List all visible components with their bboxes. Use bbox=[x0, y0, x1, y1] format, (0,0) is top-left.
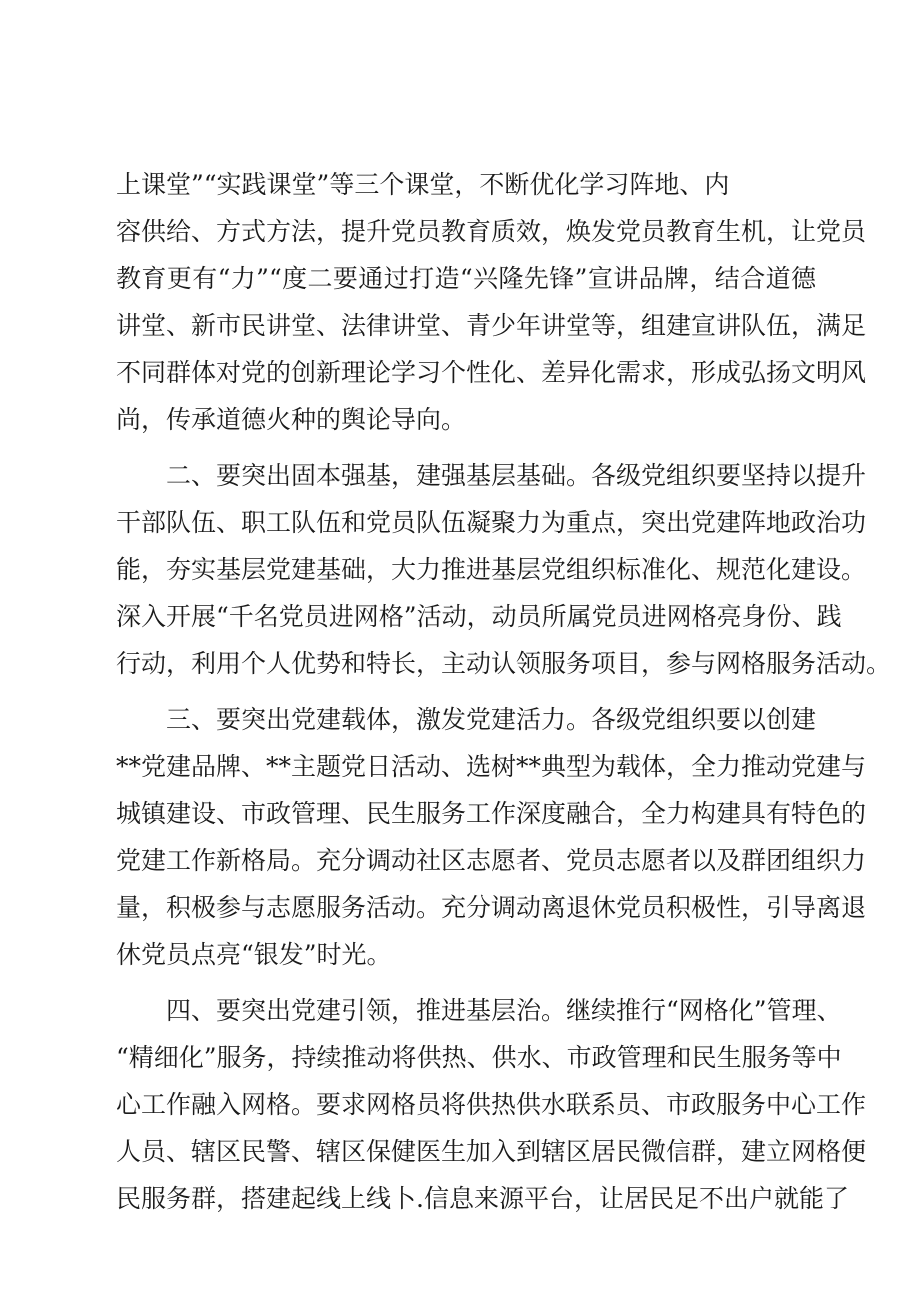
text-line: 人员、辖区民警、辖区保健医生加入到辖区居民微信群，建立网格便 bbox=[116, 1137, 867, 1166]
text-line: **党建品牌、**主题党日活动、选树**典型为载体，全力推动党建与 bbox=[116, 752, 867, 781]
text-line: 尚，传承道德火种的舆论导向。 bbox=[116, 405, 467, 434]
paragraph-heading-line: 四、要突出党建引领，推进基层治。继续推行“网格化”管理、 bbox=[166, 996, 842, 1025]
text-line: 量，积极参与志愿服务活动。充分调动离退休党员积极性，引导离退 bbox=[116, 893, 867, 922]
text-line: 上课堂”“实践课堂”等三个课堂，不断优化学习阵地、内 bbox=[116, 170, 730, 199]
paragraph-heading-line: 三、要突出党建载体，激发党建活力。各级党组织要以创建 bbox=[166, 705, 817, 734]
text-line: 民服务群，搭建起线上线卜.信息来源平台，让居民足不出户就能了 bbox=[116, 1184, 849, 1213]
text-line: 心工作融入网格。要求网格员将供热供水联系员、市政服务中心工作 bbox=[116, 1090, 867, 1119]
text-line: 不同群体对党的创新理论学习个性化、差异化需求，形成弘扬文明风 bbox=[116, 358, 867, 387]
text-line: 教育更有“力”“度二要通过打造“兴隆先锋”宣讲品牌，结合道德 bbox=[116, 264, 816, 293]
text-line: 干部队伍、职工队伍和党员队伍凝聚力为重点，突出党建阵地政治功 bbox=[116, 508, 867, 537]
text-line: 深入开展“千名党员进网格”活动，动员所属党员进网格亮身份、践 bbox=[116, 602, 842, 631]
text-line: 休党员点亮“银发”时光。 bbox=[116, 940, 392, 969]
text-line: 容供给、方式方法，提升党员教育质效，焕发党员教育生机，让党员 bbox=[116, 217, 867, 246]
paragraph-heading-line: 二、要突出固本强基，建强基层基础。各级党组织要坚持以提升 bbox=[166, 461, 867, 490]
text-line: 讲堂、新市民讲堂、法律讲堂、青少年讲堂等，组建宣讲队伍，满足 bbox=[116, 311, 867, 340]
text-line: 行动，利用个人优势和特长，主动认领服务项目，参与网格服务活动。 bbox=[116, 649, 892, 678]
text-line: 党建工作新格局。充分调动社区志愿者、党员志愿者以及群团组织力 bbox=[116, 846, 867, 875]
document-body bbox=[116, 161, 892, 1222]
text-line: “精细化”服务，持续推动将供热、供水、市政管理和民生服务等中 bbox=[116, 1043, 842, 1072]
text-line: 能，夯实基层党建基础，大力推进基层党组织标准化、规范化建设。 bbox=[116, 555, 867, 584]
text-line: 城镇建设、市政管理、民生服务工作深度融合，全力构建具有特色的 bbox=[116, 799, 867, 828]
